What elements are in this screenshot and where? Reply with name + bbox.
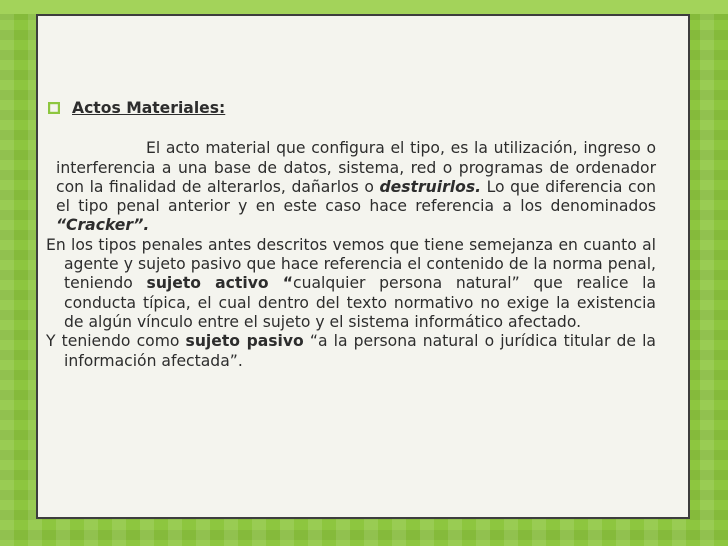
paragraph-2-text-a: En los tipos penales antes descritos vemos que tiene semejanza en cuanto al agente y sujeto pasivo que hace referencia el contenido de la norma penal, teniendo xyxy=(46,235,656,293)
paragraph-acto-material xyxy=(46,139,656,235)
paragraph-1-text-b: Lo que diferencia con el tipo penal anterior y en este caso hace referencia a los denominados xyxy=(56,177,656,216)
paragraph-3-text-b: “a la persona natural o jurídica titular de la información afectada”. xyxy=(64,332,656,370)
slide-content xyxy=(46,99,656,371)
slide-heading: Actos Materiales: xyxy=(72,99,226,117)
paragraph-1-text-a: El acto material que configura el tipo, es la utilización, ingreso o interferencia a una base de datos, sistema, red o programas de ordenador con la finalidad de alterarlos, dañarlos o xyxy=(56,139,656,196)
slide-frame xyxy=(36,14,690,519)
paragraph-tipos-penales xyxy=(46,236,656,332)
heading-row xyxy=(46,99,656,118)
top-strip xyxy=(0,0,728,14)
paragraph-2-text-b: cualquier persona natural” que realice la conducta típica, el cual dentro del texto normativo no exige la existencia de algún vínculo entre el sujeto y el sistema informático afectado. xyxy=(64,274,656,331)
paragraph-1-emphasis-destruirlos: destruirlos. xyxy=(379,177,482,196)
paragraph-sujeto-pasivo xyxy=(46,332,656,371)
square-bullet-icon xyxy=(48,102,60,114)
paragraph-2-emphasis-sujeto-activo: sujeto activo “ xyxy=(146,274,293,293)
paragraph-3-text-a: Y teniendo como xyxy=(46,332,186,351)
paragraph-1-emphasis-cracker: “Cracker”. xyxy=(56,216,150,235)
paragraph-3-emphasis-sujeto-pasivo: sujeto pasivo xyxy=(185,332,304,351)
